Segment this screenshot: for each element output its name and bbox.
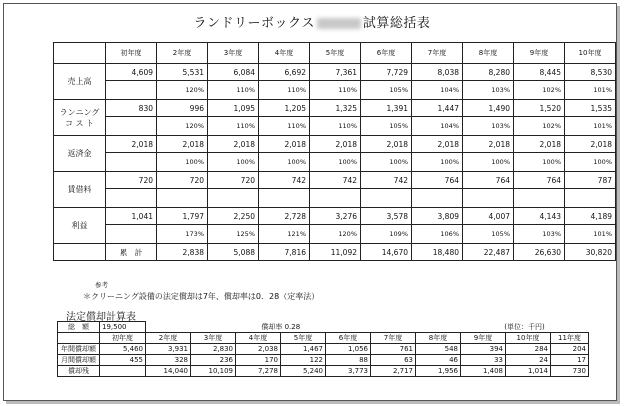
ratio-cell: 125% <box>208 225 259 244</box>
document-title: ランドリーボックス 試算総括表 <box>193 16 431 31</box>
value-cell: 742 <box>310 172 361 189</box>
ratio-cell: 100% <box>208 153 259 172</box>
row-label: 賃借料 <box>54 172 106 208</box>
ratio-cell: 110% <box>208 81 259 100</box>
row-label: 返済金 <box>54 136 106 172</box>
ratio-cell: 102% <box>514 81 565 100</box>
dep-value-cell: 88 <box>326 355 371 366</box>
year-header: 2年度 <box>157 43 208 64</box>
value-cell: 764 <box>412 172 463 189</box>
value-cell: 3,809 <box>412 208 463 225</box>
dep-value-cell: 63 <box>371 355 416 366</box>
ratio-cell: 120% <box>310 225 361 244</box>
dep-row <box>58 355 589 366</box>
dep-value-cell: 3,773 <box>326 366 371 377</box>
value-cell: 1,490 <box>463 100 514 117</box>
value-cell: 2,018 <box>310 136 361 153</box>
dep-value-cell: 455 <box>100 355 146 366</box>
value-cell: 2,728 <box>259 208 310 225</box>
ratio-cell <box>208 189 259 208</box>
row-label: ランニング コ ス ト <box>54 100 106 136</box>
year-header: 7年度 <box>412 43 463 64</box>
ratio-cell: 100% <box>412 153 463 172</box>
ratio-cell: 101% <box>565 81 616 100</box>
dep-year-header: 7年度 <box>371 333 416 344</box>
value-cell: 742 <box>259 172 310 189</box>
value-cell: 2,250 <box>208 208 259 225</box>
dep-value-cell: 1,408 <box>461 366 506 377</box>
ratio-cell <box>106 225 157 244</box>
ratio-cell: 102% <box>514 117 565 136</box>
ratio-cell: 100% <box>463 153 514 172</box>
ratio-cell: 105% <box>361 117 412 136</box>
dep-row-label: 月間償却額 <box>58 355 100 366</box>
value-cell: 2,018 <box>259 136 310 153</box>
ratio-cell <box>514 189 565 208</box>
note-reference: 参考 <box>95 281 108 289</box>
dep-value-cell: 2,717 <box>371 366 416 377</box>
dep-value-cell: 10,109 <box>191 366 236 377</box>
table-row <box>54 100 616 117</box>
dep-value-cell: 2,830 <box>191 344 236 355</box>
ratio-cell <box>259 189 310 208</box>
table-row <box>54 208 616 225</box>
value-cell: 720 <box>106 172 157 189</box>
value-cell: 720 <box>208 172 259 189</box>
depreciation-table <box>57 321 589 377</box>
ratio-cell <box>106 117 157 136</box>
cumulative-row <box>54 244 616 261</box>
value-cell: 787 <box>565 172 616 189</box>
dep-value-cell: 1,014 <box>506 366 551 377</box>
year-header: 9年度 <box>514 43 565 64</box>
ratio-cell: 110% <box>208 117 259 136</box>
cumulative-cell: 7,816 <box>259 244 310 261</box>
dep-year-header: 6年度 <box>326 333 371 344</box>
header-row <box>54 43 616 64</box>
table-row <box>54 64 616 81</box>
value-cell: 1,447 <box>412 100 463 117</box>
value-cell: 996 <box>157 100 208 117</box>
ratio-cell: 100% <box>310 153 361 172</box>
cumulative-cell: 2,838 <box>157 244 208 261</box>
year-header: 6年度 <box>361 43 412 64</box>
cumulative-cell: 26,630 <box>514 244 565 261</box>
dep-value-cell: 33 <box>461 355 506 366</box>
ratio-cell: 104% <box>412 81 463 100</box>
ratio-cell <box>412 189 463 208</box>
table-row <box>54 136 616 153</box>
ratio-cell <box>361 189 412 208</box>
summary-table <box>53 42 616 261</box>
year-header: 5年度 <box>310 43 361 64</box>
dep-year-header: 8年度 <box>416 333 461 344</box>
value-cell: 1,535 <box>565 100 616 117</box>
ratio-cell: 101% <box>565 225 616 244</box>
value-cell: 2,018 <box>514 136 565 153</box>
year-header: 8年度 <box>463 43 514 64</box>
dep-year-header: 11年度 <box>551 333 589 344</box>
value-cell: 1,797 <box>157 208 208 225</box>
value-cell: 830 <box>106 100 157 117</box>
dep-value-cell: 236 <box>191 355 236 366</box>
ratio-cell: 120% <box>157 81 208 100</box>
table-row <box>54 172 616 189</box>
rate-cell: 償却率 0.28 <box>261 322 301 331</box>
ratio-cell <box>157 189 208 208</box>
dep-value-cell: 328 <box>146 355 191 366</box>
header-corner <box>54 43 106 64</box>
value-cell: 2,018 <box>208 136 259 153</box>
dep-value-cell: 1,467 <box>281 344 326 355</box>
dep-value-cell: 394 <box>461 344 506 355</box>
cumulative-cell: 14,670 <box>361 244 412 261</box>
dep-year-header: 9年度 <box>461 333 506 344</box>
ratio-cell: 103% <box>463 117 514 136</box>
dep-value-cell: 122 <box>281 355 326 366</box>
ratio-cell: 104% <box>412 117 463 136</box>
unit-label: (単位：千円) <box>504 322 545 331</box>
ratio-cell <box>106 189 157 208</box>
value-cell: 4,007 <box>463 208 514 225</box>
ratio-cell: 110% <box>259 117 310 136</box>
dep-year-header: 4年度 <box>236 333 281 344</box>
cumulative-label: 累 計 <box>106 244 157 261</box>
ratio-cell: 100% <box>361 153 412 172</box>
value-cell: 7,361 <box>310 64 361 81</box>
dep-header-row <box>58 333 589 344</box>
dep-header-corner <box>58 333 100 344</box>
ratio-cell: 173% <box>157 225 208 244</box>
depreciation-note: ＊クリーニング設備の法定償却は7年、償却率は0．28（定率法） <box>83 292 320 301</box>
value-cell: 8,280 <box>463 64 514 81</box>
value-cell: 1,205 <box>259 100 310 117</box>
dep-row <box>58 366 589 377</box>
value-cell: 1,041 <box>106 208 157 225</box>
value-cell: 1,325 <box>310 100 361 117</box>
ratio-cell <box>310 189 361 208</box>
dep-year-header: 5年度 <box>281 333 326 344</box>
value-cell: 764 <box>514 172 565 189</box>
ratio-cell: 100% <box>157 153 208 172</box>
value-cell: 4,609 <box>106 64 157 81</box>
value-cell: 764 <box>463 172 514 189</box>
year-header: 10年度 <box>565 43 616 64</box>
cumulative-cell: 22,487 <box>463 244 514 261</box>
value-cell: 2,018 <box>361 136 412 153</box>
table-row <box>54 81 616 100</box>
value-cell: 8,530 <box>565 64 616 81</box>
dep-value-cell: 284 <box>506 344 551 355</box>
dep-year-header: 2年度 <box>146 333 191 344</box>
ratio-cell: 103% <box>514 225 565 244</box>
dep-year-header: 初年度 <box>100 333 146 344</box>
ratio-cell: 110% <box>259 81 310 100</box>
cumulative-spacer <box>54 244 106 261</box>
dep-value-cell: 17 <box>551 355 589 366</box>
redacted-name <box>317 18 361 29</box>
depreciation-table-title: 法定償却計算表 <box>66 312 136 323</box>
ratio-cell <box>565 189 616 208</box>
value-cell: 8,445 <box>514 64 565 81</box>
ratio-cell: 106% <box>412 225 463 244</box>
value-cell: 1,095 <box>208 100 259 117</box>
dep-value-cell: 170 <box>236 355 281 366</box>
cumulative-cell: 5,088 <box>208 244 259 261</box>
dep-value-cell: 46 <box>416 355 461 366</box>
dep-value-cell: 761 <box>371 344 416 355</box>
dep-value-cell: 3,931 <box>146 344 191 355</box>
dep-value-cell <box>100 366 146 377</box>
value-cell: 3,578 <box>361 208 412 225</box>
dep-top-row <box>58 322 589 333</box>
row-label: 売上高 <box>54 64 106 100</box>
ratio-cell: 109% <box>361 225 412 244</box>
year-header: 3年度 <box>208 43 259 64</box>
dep-row <box>58 344 589 355</box>
dep-value-cell: 5,460 <box>100 344 146 355</box>
year-header: 4年度 <box>259 43 310 64</box>
dep-value-cell: 14,040 <box>146 366 191 377</box>
cumulative-cell: 11,092 <box>310 244 361 261</box>
ratio-cell <box>106 153 157 172</box>
dep-value-cell: 204 <box>551 344 589 355</box>
year-header: 初年度 <box>106 43 157 64</box>
ratio-cell: 100% <box>259 153 310 172</box>
dep-value-cell: 2,038 <box>236 344 281 355</box>
value-cell: 1,391 <box>361 100 412 117</box>
value-cell: 720 <box>157 172 208 189</box>
dep-row-label: 償却残 <box>58 366 100 377</box>
ratio-cell: 105% <box>361 81 412 100</box>
ratio-cell <box>463 189 514 208</box>
ratio-cell: 100% <box>514 153 565 172</box>
value-cell: 2,018 <box>565 136 616 153</box>
value-cell: 2,018 <box>412 136 463 153</box>
value-cell: 742 <box>361 172 412 189</box>
ratio-cell: 105% <box>463 225 514 244</box>
total-value: 19,500 <box>100 322 146 333</box>
value-cell: 4,143 <box>514 208 565 225</box>
value-cell: 3,276 <box>310 208 361 225</box>
dep-year-header: 10年度 <box>506 333 551 344</box>
spacer <box>416 322 461 333</box>
dep-value-cell: 1,956 <box>416 366 461 377</box>
dep-value-cell: 5,240 <box>281 366 326 377</box>
row-label: 利益 <box>54 208 106 244</box>
dep-row-label: 年間償却額 <box>58 344 100 355</box>
value-cell: 5,531 <box>157 64 208 81</box>
value-cell: 2,018 <box>106 136 157 153</box>
dep-value-cell: 1,056 <box>326 344 371 355</box>
dep-value-cell: 24 <box>506 355 551 366</box>
value-cell: 2,018 <box>157 136 208 153</box>
table-row <box>54 117 616 136</box>
table-row <box>54 189 616 208</box>
dep-value-cell: 548 <box>416 344 461 355</box>
ratio-cell: 101% <box>565 117 616 136</box>
cumulative-cell: 18,480 <box>412 244 463 261</box>
value-cell: 8,038 <box>412 64 463 81</box>
ratio-cell <box>106 81 157 100</box>
value-cell: 6,692 <box>259 64 310 81</box>
dep-year-header: 3年度 <box>191 333 236 344</box>
ratio-cell: 110% <box>310 117 361 136</box>
ratio-cell: 120% <box>157 117 208 136</box>
ratio-cell: 100% <box>565 153 616 172</box>
value-cell: 2,018 <box>463 136 514 153</box>
cumulative-cell: 30,820 <box>565 244 616 261</box>
ratio-cell: 121% <box>259 225 310 244</box>
value-cell: 7,729 <box>361 64 412 81</box>
total-label: 総 額 <box>58 322 100 333</box>
dep-value-cell: 7,278 <box>236 366 281 377</box>
value-cell: 6,084 <box>208 64 259 81</box>
value-cell: 4,189 <box>565 208 616 225</box>
value-cell: 1,520 <box>514 100 565 117</box>
ratio-cell: 110% <box>310 81 361 100</box>
dep-value-cell: 730 <box>551 366 589 377</box>
table-row <box>54 225 616 244</box>
ratio-cell: 103% <box>463 81 514 100</box>
table-row <box>54 153 616 172</box>
